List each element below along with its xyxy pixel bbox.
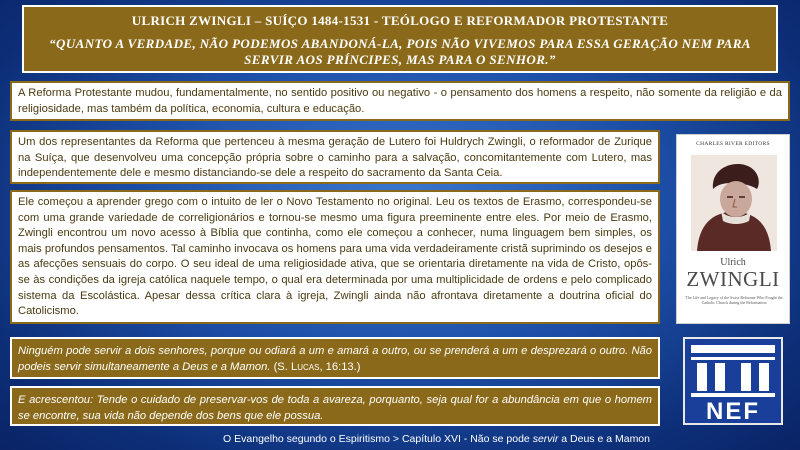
book-subtitle: The Life and Legacy of the Swiss Reformer Who Fought the Catholic Church during the Reformation bbox=[685, 295, 783, 305]
quote-ref-close: , 16:13.) bbox=[319, 361, 361, 373]
book-title-large: ZWINGLI bbox=[686, 267, 780, 291]
book-cover-image bbox=[676, 134, 790, 324]
paragraph-erasmo: Ele começou a aprender grego com o intuito de ler o Novo Testamento no original. Leu os textos de Erasmo, correspondeu-se com uma grande variedade de correligionários e tornou-se mesmo uma figura preeminente entre eles. Por meio de Erasmo, Zwingli encontrou um novo acesso à Bíblia que continha, como ele começou a conhecer, numa linguagem bem simples, os mais profundos pensamentos. Tal caminho invocava os homens para uma vida verdadeiramente cristã suprimindo os desejos e as afecções sensuais do corpo. O seu ideal de uma religiosidade ativa, que se orientaria diretamente na vida de Cristo, opôs-se às condições da igreja católica naquele tempo, o qual era determinada por uma multiplicidade de ordens e pelo complicado sistema da Escolástica. Apesar dessa crítica clara à igreja, Zwingli ainda não afrontava diretamente a doutrina oficial do Catolicismo. bbox=[10, 190, 660, 324]
nef-logo bbox=[683, 337, 783, 425]
nef-logo-text: NEF bbox=[706, 398, 760, 423]
quote-ref-open: (S. L bbox=[270, 361, 298, 373]
header-banner bbox=[22, 5, 778, 73]
header-quote: “QUANTO A VERDADE, NÃO PODEMOS ABANDONÁ-LA, POIS NÃO VIVEMOS PARA ESSA GERAÇÃO NEM PARA SERVIR AOS PRÍNCIPES, MAS PARA O SENHOR.” bbox=[49, 36, 751, 67]
paragraph-zwingli: Um dos representantes da Reforma que pertenceu à mesma geração de Lutero foi Huldrych Zwingli, o reformador de Zurique na Suíça, que desenvolveu uma concepção própria sobre o caminho para a salvação, concomitantemente com Lutero, mas independentemente dele e mesmo distanciando-se dele a respeito do sacramento da Santa Ceia. bbox=[10, 130, 660, 184]
zwingli-portrait-image bbox=[691, 155, 777, 251]
header-title: ULRICH ZWINGLI – SUÍÇO 1484-1531 - TEÓLOGO E REFORMADOR PROTESTANTE bbox=[131, 13, 669, 28]
book-title-small: Ulrich bbox=[720, 257, 746, 268]
footer-caption bbox=[0, 433, 800, 445]
quote-box-avareza: E acrescentou: Tende o cuidado de preservar-vos de toda a avareza, porquanto, seja qual for a abundância em que o homem se encontre, sua vida não depende dos bens que ele possua. bbox=[10, 386, 660, 426]
paragraph-reforma: A Reforma Protestante mudou, fundamentalmente, no sentido positivo ou negativo - o pensamento dos homens a respeito, não somente da religião e da religiosidade, mas também da política, economia, cultura e educação. bbox=[10, 81, 790, 121]
footer-suffix: a Deus e a Mamon bbox=[558, 433, 650, 445]
nef-logo-graphic bbox=[685, 339, 781, 423]
book-publisher: CHARLES RIVER EDITORS bbox=[696, 141, 770, 147]
quote-ref-smallcaps: UCAS bbox=[297, 363, 320, 372]
quote-lucas-text: Ninguém pode servir a dois senhores, porque ou odiará a um e amará a outro, ou se prenderá a um e desprezará o outro. Não podeis servir simultaneamente a Deus e a Mamon. bbox=[18, 345, 652, 373]
quote-lucas-reference bbox=[270, 361, 360, 373]
quote-box-lucas bbox=[10, 337, 660, 379]
footer-italic: servir bbox=[532, 433, 559, 445]
footer-prefix: O Evangelho segundo o Espiritismo > Capítulo XVI - Não se pode bbox=[223, 433, 533, 445]
